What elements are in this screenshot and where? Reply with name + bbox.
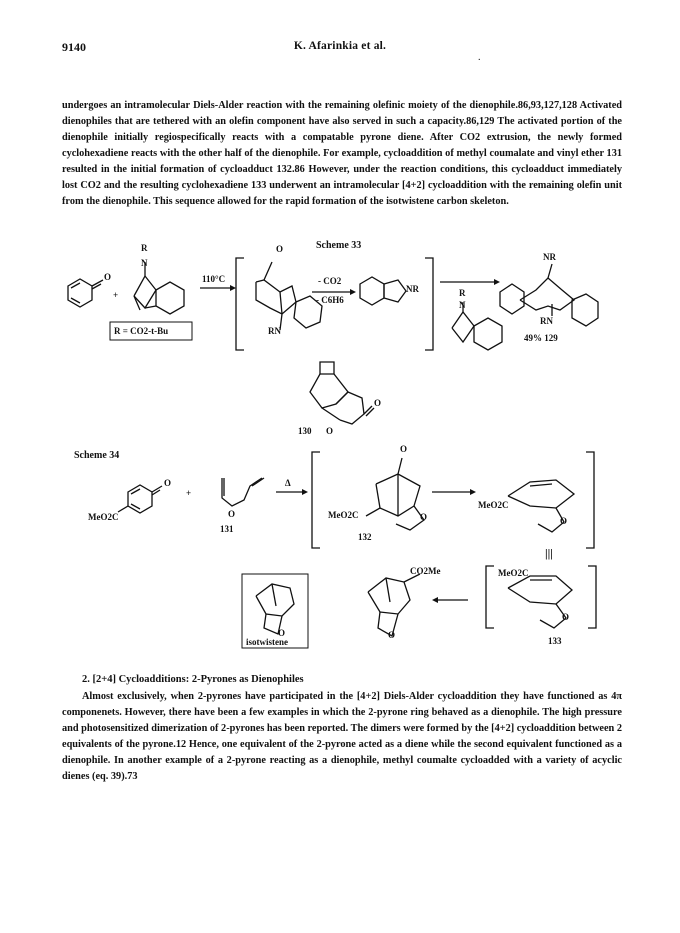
- r-definition: R = CO2-t-Bu: [114, 326, 169, 336]
- n-label: N: [141, 258, 148, 268]
- body-paragraph-2: [62, 689, 622, 785]
- compound-131-label: 131: [220, 524, 234, 534]
- rn-label: RN: [268, 326, 281, 336]
- reagent-n-label: N: [459, 300, 466, 310]
- pyrone-o-label: O: [104, 272, 112, 282]
- compound-133-label: 133: [548, 636, 562, 646]
- product-co2me: CO2Me: [410, 566, 441, 576]
- plus-sign: +: [113, 290, 119, 300]
- compound-130-label: 130: [298, 426, 312, 436]
- paragraph-2-text: Almost exclusively, when 2-pyrones have participated in the [4+2] Diels-Alder cycloaddition they have functioned as 4π componenets. However, there have been a few examples in which the 2-pyrone ring behaved as a dienophile. The high pressure and photosensitized dimerization of 2-pyrones has been reported. The dimers were formed by the [4+2] cycloaddition between 2 equivalents of the pyrone.12 Hence, one equivalent of the 2-pyrone acted as a diene while the second equivalent functioned as a dienophile. In another example of a 2-pyrone reacting as a dienophile, methyl coumalte cycloadded with a variety of acyclic dienes (eq. 39).73: [62, 691, 622, 782]
- compound-130-o1: O: [326, 426, 334, 436]
- reaction-condition: 110°C: [202, 274, 226, 284]
- diene-o: O: [560, 516, 568, 526]
- adduct-132-o: O: [400, 444, 408, 454]
- adduct-132-meo2c: MeO2C: [328, 510, 359, 520]
- header-mark: .: [478, 52, 481, 63]
- methyl-coumalate-structure: [118, 485, 162, 513]
- isotwistene-o: O: [278, 628, 286, 638]
- isotwistene-ester-structure: [368, 574, 420, 636]
- scheme-34-title: Scheme 34: [74, 450, 120, 461]
- scheme-33-title: Scheme 33: [316, 240, 362, 251]
- compound-130-o2: O: [374, 398, 382, 408]
- azanorbornadiene-structure: [134, 262, 184, 314]
- equivalence-mark: |||: [545, 546, 553, 560]
- vinyl-ether-o: O: [228, 509, 236, 519]
- isotwistene-structure: [256, 584, 294, 634]
- c6h6-loss: - C6H6: [316, 295, 344, 305]
- page-number: 9140: [62, 40, 86, 54]
- pyrone-structure: [68, 279, 103, 307]
- product-o: O: [388, 630, 396, 640]
- r-label: R: [141, 243, 148, 253]
- cycloadduct-132-structure: [366, 458, 424, 530]
- section-heading: 2. [2+4] Cycloadditions: 2-Pyrones as Dienophiles: [82, 674, 304, 685]
- running-title: K. Afarinkia et al.: [293, 40, 387, 52]
- isoindole-nr-label: NR: [406, 284, 419, 294]
- yield-label: 49% 129: [524, 333, 558, 343]
- adduct-o-label: O: [276, 244, 284, 254]
- scheme34-plus: +: [186, 488, 192, 498]
- intermediate-133-o: O: [562, 612, 570, 622]
- compound-130-structure: [310, 362, 374, 424]
- coumalate-meo2c: MeO2C: [88, 512, 119, 522]
- paragraph-1-text: undergoes an intramolecular Diels-Alder reaction with the remaining olefinic moiety of the dienophile.86,93,127,128 Activated dienophiles that are tethered with an olefin component have also served in such a capacity.86,129 The activated portion of the dienophile initially regiospecifically reacts with a compatable pyrone diene. After CO2 extrusion, the newly formed cyclohexadiene reacts with the other half of the dienophile. For example, cycloaddition of methyl coumalate and vinyl ether 131 resulted in the initial formation of cycloadduct 132.86 However, under the reaction conditions, this cycloadduct immediately lost CO2 and the resulting cyclohexadiene 133 underwent an intramolecular [4+2] cycloaddition with the remaining olefin unit from the dienophile. This sequence allowed for the rapid formation of the isotwistene carbon skeleton.: [62, 100, 622, 207]
- compound-132-label: 132: [358, 532, 372, 542]
- vinyl-ether-131-structure: [222, 478, 264, 506]
- diene-meo2c: MeO2C: [478, 500, 509, 510]
- coumalate-o-label: O: [164, 478, 172, 488]
- product-rn-label: RN: [540, 316, 553, 326]
- product-nr-label: NR: [543, 252, 556, 262]
- delta-label: Δ: [285, 478, 291, 488]
- intermediate-adduct-structure: [256, 262, 322, 330]
- adduct-132-o2: O: [420, 512, 428, 522]
- reagent-r-label: R: [459, 288, 466, 298]
- co2-loss: - CO2: [318, 276, 342, 286]
- isoindole-structure: [360, 277, 406, 305]
- intermediate-133-meo2c: MeO2C: [498, 568, 529, 578]
- isotwistene-label: isotwistene: [246, 637, 288, 647]
